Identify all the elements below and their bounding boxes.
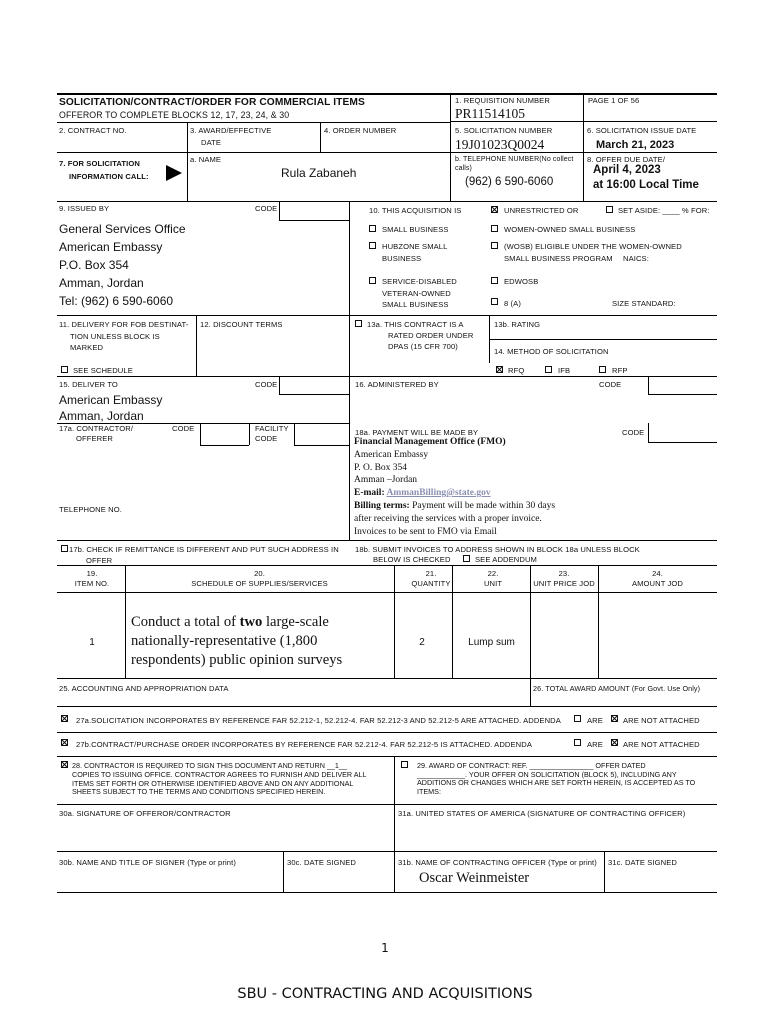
edwosb-label: EDWOSB [504,277,539,286]
method-label: 14. METHOD OF SOLICITATION [494,347,609,356]
col-item-no-num: 19. [86,569,98,578]
contractor-sign-checkbox[interactable] [61,761,68,768]
footer-caption: SBU - CONTRACTING AND ACQUISITIONS [237,986,533,1002]
remittance-label: 17b. CHECK IF REMITTANCE IS DIFFERENT AND PUT SUCH ADDRESS IN [69,545,339,554]
issued-by-label: 9. ISSUED BY [59,204,110,213]
small-business-checkbox[interactable] [369,225,376,232]
issue-date: March 21, 2023 [596,139,675,151]
edwosb-checkbox[interactable] [491,277,498,284]
hubzone-label: HUBZONE SMALL [382,242,448,251]
facility-label-2: CODE [255,434,278,443]
solicitation-reference-label: 27a.SOLICITATION INCORPORATES BY REFERENCE FAR 52.212-1, 52.212-4. FAR 52.212-3 AND 52.212-5 ARE ATTACHED. ADDENDA [76,716,561,725]
requisition-number-label: 1. REQUISITION NUMBER [455,96,550,105]
solicitation-number-label: 5. SOLICITATION NUMBER [455,126,553,135]
contractor-label-2: OFFERER [76,434,113,443]
sdvosb-label-3: SMALL BUSINESS [382,300,449,309]
form-title: SOLICITATION/CONTRACT/ORDER FOR COMMERCIAL ITEMS [59,97,365,108]
submit-invoices-label: 18b. SUBMIT INVOICES TO ADDRESS SHOWN IN BLOCK 18a UNLESS BLOCK [355,545,640,554]
payment-code-label: CODE [622,428,645,437]
billing-terms: Payment will be made within 30 days [412,500,556,511]
rating-label: 13b. RATING [494,320,541,329]
see-addendum-label: SEE ADDENDUM [475,555,537,564]
sdvosb-label: SERVICE-DISABLED [382,277,457,286]
item-desc-bold: two [239,614,263,630]
far-1-4-checkbox[interactable] [61,715,68,722]
award-checkbox[interactable] [401,761,408,768]
contact-name-label: a. NAME [190,155,222,164]
email-label: E-mail: [354,488,387,499]
offeror-signature-label: 30a. SIGNATURE OF OFFEROR/CONTRACTOR [59,809,231,818]
award-line: ITEMS: [417,786,441,796]
contract-no-label: 2. CONTRACT NO. [59,126,127,135]
contractor-code-label: CODE [172,424,195,433]
item-number: 1 [89,637,95,648]
administered-by-label: 16. ADMINISTERED BY [355,380,439,389]
contracting-officer-label: 31b. NAME OF CONTRACTING OFFICER (Type or print) [398,858,597,867]
col-schedule: SCHEDULE OF SUPPLIES/SERVICES [191,579,328,588]
billing-terms-2: after receiving the services with a proper invoice. [354,513,542,524]
deliver-to-address [59,392,162,424]
total-award-label: 26. TOTAL AWARD AMOUNT (For Govt. Use Only) [533,684,701,693]
address-line: Amman, Jordan [59,409,144,423]
requisition-number: PR11514105 [455,106,526,121]
col-unit-price-num: 23. [558,569,570,578]
small-business-label: SMALL BUSINESS [382,225,449,234]
contract-addenda-are-checkbox[interactable] [574,739,581,746]
hubzone-label-2: BUSINESS [382,254,422,263]
form-subtitle: OFFEROR TO COMPLETE BLOCKS 12, 17, 23, 24, & 30 [59,110,290,120]
billing-email-link[interactable]: AmmanBilling@state.gov [386,488,491,499]
offer-due-time: at 16:00 Local Time [593,179,699,191]
address-line: Amman, Jordan [59,276,144,290]
telephone-label: b. TELEPHONE NUMBER(No collect [455,156,574,163]
col-unit-price: UNIT PRICE JOD [533,579,595,588]
discount-terms-label: 12. DISCOUNT TERMS [200,320,283,329]
info-call-label: 7. FOR SOLICITATION [59,159,140,168]
issued-by-address [59,220,186,310]
telephone-no-label: TELEPHONE NO. [59,505,122,514]
delivery-fob-label-3: MARKED [70,343,104,352]
contract-reference-label: 27b.CONTRACT/PURCHASE ORDER INCORPORATES BY REFERENCE FAR 52.212-4. FAR 52.212-5 IS ATTACHED. ADDENDA [76,740,532,749]
payment-by-label: 18a. PAYMENT WILL BE MADE BY [355,428,479,437]
address-line: American Embassy [59,240,163,254]
item-desc-line-3: respondents) public opinion surveys [131,652,343,668]
deliver-to-code-label: CODE [255,380,278,389]
sdvosb-checkbox[interactable] [369,277,376,284]
arrow-right-icon [166,165,182,181]
col-amount-num: 24. [652,569,663,578]
wosb-eligible-checkbox[interactable] [491,242,498,249]
col-unit: UNIT [483,579,503,588]
unrestricted-checkbox[interactable] [491,206,498,213]
offer-due-label: 8. OFFER DUE DATE/ [587,155,666,164]
item-desc-line-2: nationally-representative (1,800 [131,633,318,649]
col-item-no: ITEM NO. [74,579,110,588]
award-date-label-2: DATE [201,138,222,147]
facility-label: FACILITY [255,424,289,433]
delivery-fob-label-2: TION UNLESS BLOCK IS [70,332,160,341]
wosb-label: WOMEN-OWNED SMALL BUSINESS [504,225,636,234]
contract-addenda-are-label: ARE [587,740,603,749]
contract-addenda-are-not-checkbox[interactable] [611,739,618,746]
administered-code-label: CODE [599,380,622,389]
award-date-label: 3. AWARD/EFFECTIVE [190,126,272,135]
payment-office-address [354,436,555,538]
solicitation-number: 19J01023Q0024 [455,137,545,152]
item-unit: Lump sum [468,637,515,648]
contractor-label: 17a. CONTRACTOR/ [59,424,134,433]
size-standard-label: SIZE STANDARD: [612,299,676,308]
contractor-sign-line: 28. CONTRACTOR IS REQUIRED TO SIGN THIS DOCUMENT AND RETURN __1__ [72,761,347,770]
contractor-sign-line: ITEMS SET FORTH OR OTHERWISE IDENTIFIED ABOVE AND ON ANY ADDITIONAL [72,778,354,788]
col-schedule-num: 20. [254,569,265,578]
naics-label: NAICS: [623,254,649,263]
contractor-sign-text-body [72,771,366,797]
addenda-are-checkbox[interactable] [574,715,581,722]
hubzone-checkbox[interactable] [369,242,376,249]
delivery-fob-label: 11. DELIVERY FOR FOB DESTINAT- [59,320,189,329]
address-line: P.O. Box 354 [59,258,129,272]
ifb-checkbox[interactable] [545,366,552,373]
address-line: General Services Office [59,222,186,236]
address-line: Amman –Jordan [354,475,418,486]
address-line: American Embassy [354,449,429,460]
billing-terms-label: Billing terms: [354,500,413,511]
rated-order-label: 13a. THIS CONTRACT IS A [367,320,464,329]
ifb-label: IFB [558,366,571,375]
usa-signature-label: 31a. UNITED STATES OF AMERICA (SIGNATURE OF CONTRACTING OFFICER) [398,809,686,818]
rated-order-label-3: DPAS (15 CFR 700) [388,342,458,351]
eight-a-checkbox[interactable] [491,298,498,305]
col-amount: AMOUNT JOD [631,579,684,588]
addenda-are-not-checkbox[interactable] [611,715,618,722]
rfq-label: RFQ [508,366,525,375]
addenda-are-not-label: ARE NOT ATTACHED [623,716,700,725]
rfp-checkbox[interactable] [599,366,606,373]
offeror-date-label: 30c. DATE SIGNED [287,858,356,867]
acquisition-label: 10. THIS ACQUISITION IS [369,206,462,215]
rfp-label: RFP [612,366,628,375]
page-label: PAGE 1 OF 56 [588,96,640,105]
col-quantity-num: 21. [425,569,437,578]
remittance-checkbox[interactable] [61,545,68,552]
award-line: ____________. YOUR OFFER ON SOLICITATION (BLOCK 5), INCLUDING ANY [417,769,677,779]
payment-office-name: Financial Management Office (FMO) [354,437,506,447]
contracting-officer-name: Oscar Weinmeister [419,870,530,886]
rated-order-label-2: RATED ORDER UNDER [388,331,474,340]
telephone-number: (962) 6 590-6060 [465,176,554,188]
set-aside-checkbox[interactable] [606,206,613,213]
offer-due-date: April 4, 2023 [593,164,661,176]
eight-a-label: 8 (A) [504,299,521,308]
col-unit-num: 22. [487,569,499,578]
officer-date-label: 31c. DATE SIGNED [608,858,677,867]
item-quantity: 2 [419,637,425,648]
award-line: 29. AWARD OF CONTRACT: REF. ________________ OFFER DATED [417,761,646,770]
signer-name-label: 30b. NAME AND TITLE OF SIGNER (Type or print) [59,858,236,867]
info-call-label-2: INFORMATION CALL: [69,172,149,181]
contractor-sign-line: SHEETS SUBJECT TO THE TERMS AND CONDITIONS SPECIFIED HEREIN. [72,787,326,796]
col-quantity: QUANTITY [411,579,451,588]
contract-addenda-are-not-label: ARE NOT ATTACHED [623,740,700,749]
contractor-sign-line: COPIES TO ISSUING OFFICE. CONTRACTOR AGREES TO FURNISH AND DELIVER ALL [72,770,367,779]
address-line: American Embassy [59,393,163,407]
issued-by-code-label: CODE [255,204,278,213]
deliver-to-label: 15. DELIVER TO [59,380,118,389]
accounting-label: 25. ACCOUNTING AND APPROPRIATION DATA [59,684,229,693]
contact-name: Rula Zabaneh [281,166,357,180]
award-line: ADDITIONS OR CHANGES WHICH ARE SET FORTH HEREIN, IS ACCEPTED AS TO [417,778,696,787]
billing-terms-3: Invoices to be sent to FMO via Email [354,526,497,537]
item-desc-pre: Conduct a total of [131,614,240,630]
rfq-checkbox[interactable] [496,366,503,373]
see-schedule-label: SEE SCHEDULE [73,366,133,375]
award-text [417,762,695,796]
telephone-label-2: calls) [455,165,472,172]
set-aside-label: SET ASIDE: ____ % FOR: [618,206,710,215]
submit-invoices-label-2: BELOW IS CHECKED [373,555,451,564]
item-desc-post: large-scale [262,614,329,630]
order-number-label: 4. ORDER NUMBER [324,126,397,135]
remittance-label-2: OFFER [86,556,113,565]
item-description [131,613,342,670]
issue-date-label: 6. SOLICITATION ISSUE DATE [587,126,697,135]
addenda-are-label: ARE [587,716,603,725]
sdvosb-label-2: VETERAN-OWNED [382,289,451,298]
see-addendum-checkbox[interactable] [463,555,470,562]
rated-order-checkbox[interactable] [355,320,362,327]
wosb-eligible-label: (WOSB) ELIGIBLE UNDER THE WOMEN-OWNED [504,242,682,251]
wosb-eligible-label-2: SMALL BUSINESS PROGRAM [504,254,613,263]
wosb-checkbox[interactable] [491,225,498,232]
see-schedule-checkbox[interactable] [61,366,68,373]
far-contract-checkbox[interactable] [61,739,68,746]
unrestricted-label: UNRESTRICTED OR [504,206,579,215]
address-line: Tel: (962) 6 590-6060 [59,294,174,308]
page-number: 1 [381,941,389,955]
address-line: P. O. Box 354 [354,462,408,473]
